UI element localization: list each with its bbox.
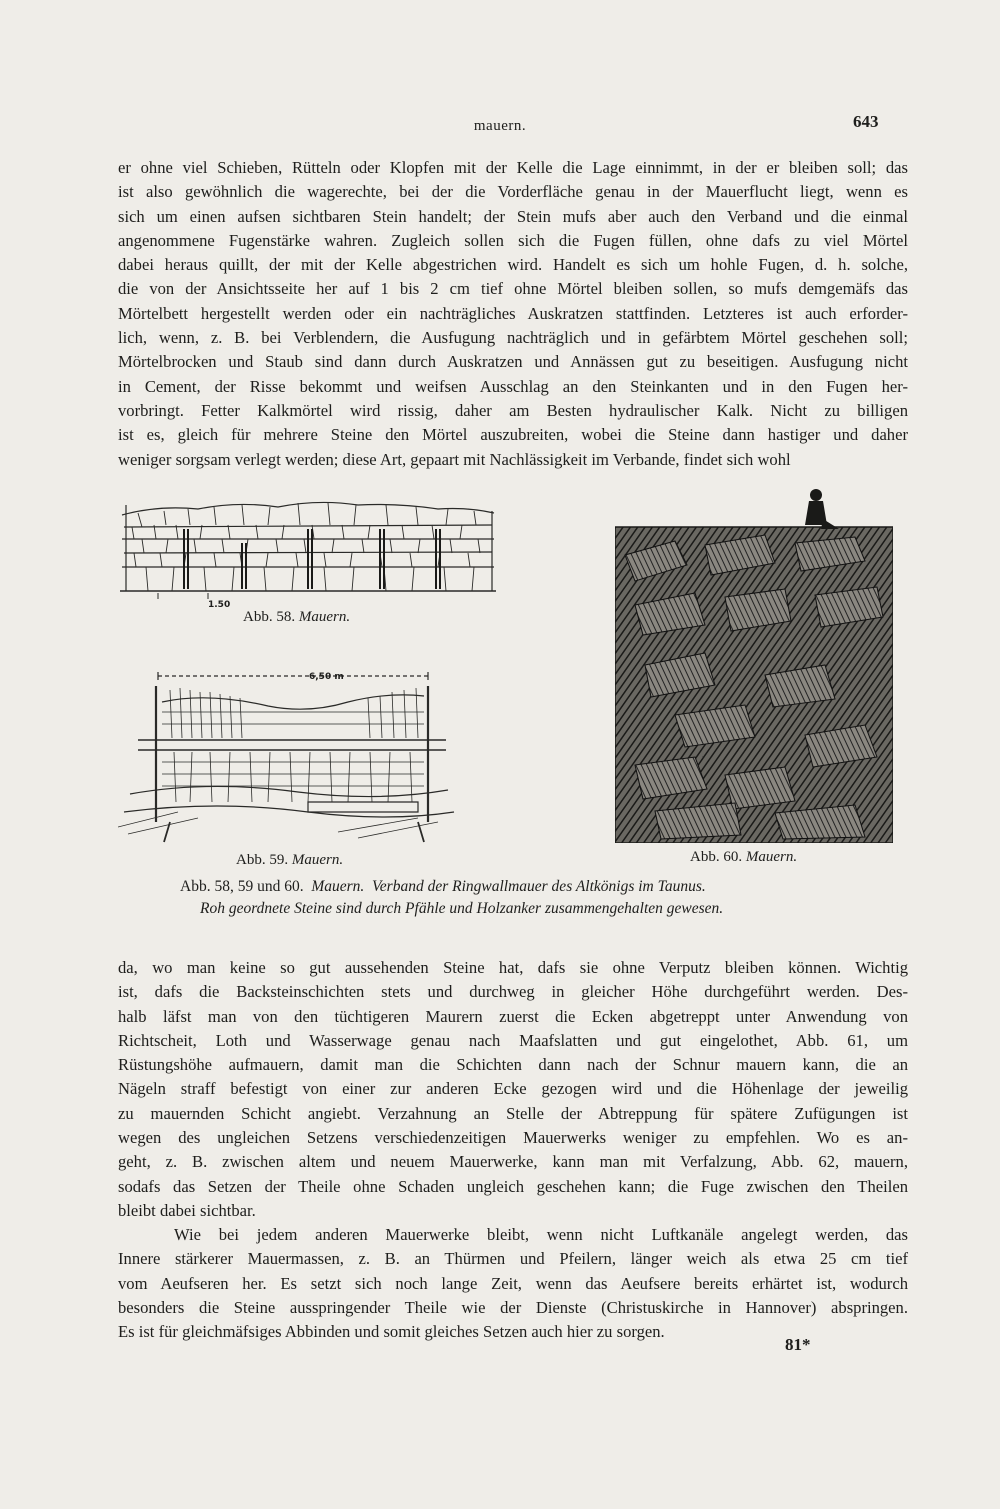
figure-58-caption (243, 609, 350, 626)
paragraph1-line: sich um einen aufsen sichtbaren Stein handelt; der Stein mufs aber auch den Verband und die einmal (118, 206, 908, 226)
main-caption-prefix: Abb. 58, 59 und 60. (180, 878, 304, 895)
paragraph2-line: zu mauernden Schicht angiebt. Verzahnung an Stelle der Abtreppung für spätere Zufügungen ist (118, 1103, 908, 1123)
paragraph2-line: ist, dafs die Backsteinschichten stets und durchweg in gleicher Höhe durchgeführt werden. Des- (118, 982, 908, 1002)
paragraph1-line: ist es, gleich für mehrere Steine den Mörtel auszubreiten, wobei die Steine dann hastiger und daher (118, 425, 908, 445)
figure-58-wall-elevation (118, 495, 498, 605)
paragraph2-line: geht, z. B. zwischen altem und neuem Mauerwerke, kann man mit Verfalzung, Abb. 62, mauern, (118, 1152, 908, 1172)
paragraph-2 (118, 956, 908, 1223)
paragraph3-line: Wie bei jedem anderen Mauerwerke bleibt, wenn nicht Luftkanäle angelegt werden, das (174, 1225, 908, 1244)
paragraph2-line: Rüstungshöhe aufmauern, damit man die Schichten dann nach der Schnur mauern kann, die an (118, 1055, 908, 1075)
paragraph1-line: angenommene Fugenstärke wahren. Zugleich sollen sich die Fugen füllen, ohne dafs zu viel Mörtel (118, 230, 908, 250)
paragraph1-line: Mörtelbett hergestellt werden oder ein nachträgliches Auskratzen stattfinden. Letzteres ist auch erforder- (118, 303, 908, 323)
paragraph2-line: da, wo man keine so gut aussehenden Steine hat, dafs sie ohne Verputz bleiben können. Wichtig (118, 958, 908, 977)
paragraph-1 (118, 156, 908, 472)
paragraph3-line: vom Aeufseren her. Es setzt sich noch lange Zeit, wenn das Aeufsere bereits erhärtet ist, wodurch (118, 1273, 908, 1293)
paragraph2-line: halb läfst man von den tüchtigeren Maurern zuerst die Ecken abgetreppt unter Anwendung von (118, 1006, 908, 1026)
paragraph1-line: die von der Ansichtsseite her auf 1 bis 2 cm tief ohne Mörtel bleiben sollen, so mufs demgemäfs das (118, 279, 908, 299)
paragraph1-line: er ohne viel Schieben, Rütteln oder Klopfen mit der Kelle die Lage einnimmt, in der er bleiben soll; das (118, 158, 908, 177)
paragraph3-line: Innere stärkerer Mauermassen, z. B. an Thürmen und Pfeilern, länger weich als etwa 25 cm tief (118, 1249, 908, 1269)
signature-mark: 81* (785, 1335, 811, 1354)
paragraph-3 (118, 1223, 908, 1344)
figure-59-wall-section (118, 662, 458, 847)
paragraph1-line: vorbringt. Fetter Kalkmörtel wird rissig, daher am Besten hydraulischer Kalk. Nicht zu billigen (118, 400, 908, 420)
figure-60-caption-title: Mauern. (745, 849, 798, 865)
figures-main-caption (180, 876, 860, 920)
paragraph2-line: bleibt dabei sichtbar. (118, 1200, 256, 1220)
figure-59-caption (236, 852, 343, 869)
main-caption-title: Mauern. (311, 878, 365, 895)
paragraph1-line: ist also gewöhnlich die wagerechte, bei der die Vorderfläche genau in der Mauerflucht liegt, wenn es (118, 182, 908, 202)
paragraph2-line: wegen des ungleichen Setzens verschiedenzeitigen Mauerwerks weniger zu empfehlen. Wo es an- (118, 1128, 908, 1148)
figure-58-scale-label: 1.50 (208, 600, 231, 610)
paragraph2-line: Richtscheit, Loth und Wasserwage genau nach Maafslatten und gut eingelothet, Abb. 61, um (118, 1030, 908, 1050)
paragraph1-line: lich, wenn, z. B. bei Verblendern, die Ausfugung nachträglich und in gefärbtem Mörtel geschehen soll; (118, 328, 908, 348)
paragraph1-line: Mörtelbrocken und Staub sind dann durch Auskratzen und Annässen gut zu beseitigen. Ausfugung nicht (118, 352, 908, 372)
figure-58-caption-prefix: Abb. 58. (243, 609, 296, 625)
figure-58-caption-title: Mauern. (298, 609, 351, 625)
figure-59-scale-label: 6,50 m (309, 672, 344, 682)
running-title: mauern. (473, 118, 527, 134)
paragraph1-line: in Cement, der Risse bekommt und weifsen Ausschlag an den Steinkanten und in den Fugen her- (118, 376, 908, 396)
figure-59-caption-title: Mauern. (291, 852, 344, 868)
paragraph1-line: dabei heraus quillt, der mit der Kelle abgestrichen wird. Handelt es sich um hohle Fugen, d. h. solche, (118, 255, 908, 275)
paragraph3-line: besonders die Steine ausspringender Theile wie der Dienste (Christuskirche in Hannover) abspringen. (118, 1297, 908, 1317)
figure-60-caption-prefix: Abb. 60. (690, 849, 743, 865)
figure-60-caption (690, 849, 797, 866)
main-caption-line-2 (180, 898, 860, 920)
figure-60-rubble-wall-engraving (615, 485, 893, 843)
paragraph2-line: Nägeln straff befestigt von einer zur anderen Ecke gezogen wird und die Höhenlage der jeweilig (118, 1079, 908, 1099)
figure-59-caption-prefix: Abb. 59. (236, 852, 289, 868)
main-caption-line-1 (180, 876, 860, 898)
paragraph1-line: weniger sorgsam verlegt werden; diese Art, gepaart mit Nachlässigkeit im Verbande, findet sich wohl (118, 449, 791, 469)
main-caption-line2-text: Roh geordnete Steine sind durch Pfähle und Holzanker zusammengehalten gewesen. (200, 900, 724, 917)
main-caption-line1-rest: Verband der Ringwallmauer des Altkönigs im Taunus. (372, 878, 706, 895)
page-number: 643 (853, 112, 879, 131)
paragraph2-line: sodafs das Setzen der Theile ohne Schaden ungleich geschehen kann; die Fuge zwischen den Theilen (118, 1176, 908, 1196)
paragraph3-line: Es ist für gleichmäfsiges Abbinden und somit gleiches Setzen auch hier zu sorgen. (118, 1322, 665, 1342)
